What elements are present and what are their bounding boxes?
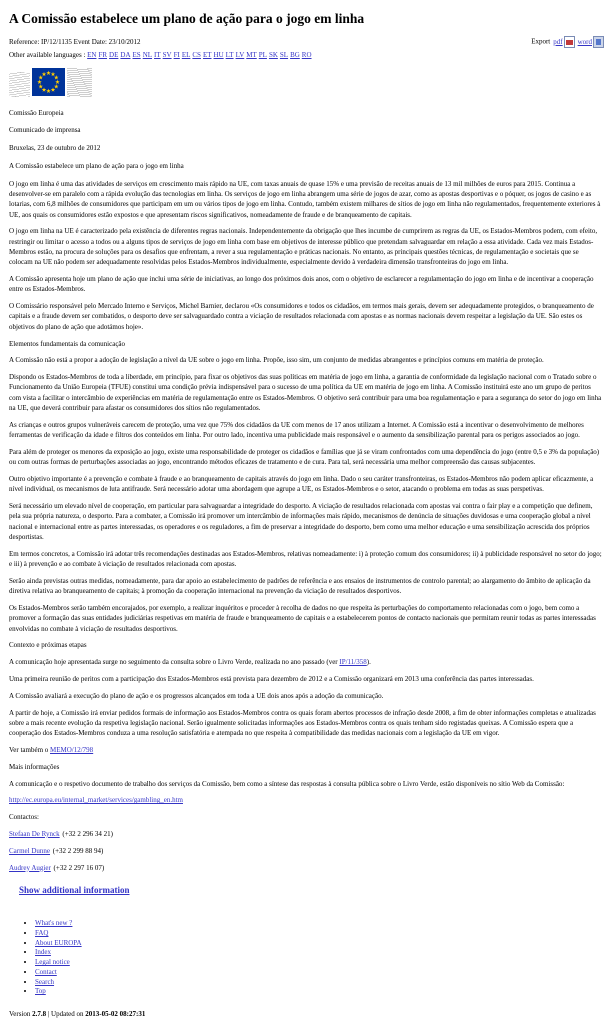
footer-item — [35, 968, 604, 978]
contact-line-3 — [9, 863, 604, 873]
footer-item — [35, 948, 604, 958]
footer-item — [35, 958, 604, 968]
language-link-es[interactable]: ES — [132, 51, 141, 59]
body-paragraph-3: A Comissão apresenta hoje um plano de ação que inclui uma série de iniciativas, ao longo dos próximos dois anos, com o objetivo de esclarecer a regulamentação do jogo em linha e de incentivar a cooperação entre os Estados-Membros. — [9, 275, 594, 294]
contact-link-stefaan-de-rynck[interactable]: Stefaan De Rynck — [9, 829, 60, 838]
version-line — [9, 1010, 604, 1018]
word-file-icon[interactable] — [593, 36, 604, 48]
footer-item — [35, 987, 604, 997]
language-link-lv[interactable]: LV — [235, 51, 245, 59]
footer-item — [35, 978, 604, 988]
website-line — [9, 795, 604, 805]
body-paragraph-7: As crianças e outros grupos vulneráveis carecem de proteção, uma vez que 75% dos cidadãos da UE com menos de 17 anos utilizam a Internet. A Comissão está a incentivar o desenvolvimento de melhores ferramentas de verificação da idade e filtros dos conteúdos em linha. Por outro lado, incentiva uma publicidade mais responsável e o aumento da sensibilização parental para os perigos associados ao jogo. — [9, 420, 584, 440]
language-link-lt[interactable]: LT — [225, 51, 234, 59]
language-link-hu[interactable]: HU — [213, 51, 224, 59]
memo-12-798-link[interactable]: MEMO/12/798 — [50, 745, 94, 754]
body-paragraph-14 — [9, 657, 604, 667]
org-name: Comissão Europeia — [9, 108, 64, 117]
footer-link-contact[interactable]: Contact — [35, 967, 57, 976]
body-paragraph-15: Uma primeira reunião de peritos com a participação dos Estados-Membros está prevista para dezembro de 2012 e a Comissão organizará em 2013 uma conferência das partes interessadas. — [9, 674, 534, 683]
footer-nav — [9, 919, 604, 997]
paragraph-text: A comunicação hoje apresentada surge no seguimento da consulta sobre o Livro Verde, realizada no ano passado (ver — [9, 658, 340, 667]
body-paragraph-16: A Comissão avaliará a execução do plano de ação e os progressos alcançados em toda a UE dois anos após a adoção da comunicação. — [9, 691, 384, 700]
language-link-sl[interactable]: SL — [279, 51, 289, 59]
dateline: Bruxelas, 23 de outubro de 2012 — [9, 144, 101, 153]
language-link-sk[interactable]: SK — [268, 51, 278, 59]
body-paragraph-13: Os Estados-Membros serão também encorajados, por exemplo, a realizar inquéritos e proceder à recolha de dados no que respeita às perturbações do comportamento relacionadas com o jogo, bem como a promover a formação das suas entidades judiciárias respetivas em matéria de fraude e branqueamento de capitais e a estabelecerem pontos de contacto nacionais que permitam reunir todas as partes interessadas envolvidas no combate à viciação de resultados desportivos. — [9, 603, 596, 633]
language-link-ro[interactable]: RO — [301, 51, 312, 59]
contact-link-audrey-augier[interactable]: Audrey Augier — [9, 863, 51, 872]
european-commission-logo — [9, 68, 604, 100]
contacts-heading: Contactos: — [9, 813, 39, 822]
body-paragraph-4: O Comissário responsável pelo Mercado Interno e Serviços, Michel Barnier, declarou «Os consumidores e todos os cidadãos, em termos mais gerais, devem ser adequadamente protegidos, o branqueamento de capitais e a fraude devem ser combatidos, o desporto deve ser salvaguardado contra a viciação de resultados relacionada com apostas e as normas nacionais devem respeitar a legislação da UE. São estes os objetivos do plano de ação que adotámos hoje». — [9, 302, 594, 331]
version-number: 2.7.8 — [32, 1009, 47, 1018]
body-paragraph-9: Outro objetivo importante é a prevenção e combate à fraude e ao branqueamento de capitais através do jogo em linha. Dado o seu caráter transfronteiras, os Estados-Membros não podem aplicar eficazmente, a nível individual, os mecanismos de luta antifraude. Será necessário adotar uma abordagem que agrupe a UE, os Estados-Membros e o setor, atacando o problema em todas as suas perspetivas. — [9, 475, 594, 494]
eu-flag-icon — [32, 68, 65, 96]
updated-label: Updated on — [51, 1009, 84, 1018]
footer-item — [35, 919, 604, 929]
contact-line-1 — [9, 829, 604, 839]
language-link-it[interactable]: IT — [154, 51, 161, 59]
body-paragraph-17: A partir de hoje, a Comissão irá enviar pedidos formais de informação aos Estados-Membros contra os quais foram abertos processos de infração desde 2008, a fim de obter informações completas e atualizadas sobre a mais recente evolução da respetiva legislação nacional. Serão igualmente solicitadas informações aos Estados-Membros contra os quais tenham sido registadas queixas. A Comissão espera que a cooperação dos Estados-Membros conduza a uma resolução satisfatória e atempada no que respeita à compatibilidade das medidas nacionais com a legislação da UE em vigor. — [9, 708, 596, 738]
doc-type: Comunicado de imprensa — [9, 126, 81, 135]
reference-line: Reference: IP/12/1135 Event Date: 23/10/2012 — [9, 38, 141, 46]
logo-lines-left — [9, 72, 30, 97]
language-link-fi[interactable]: FI — [173, 51, 180, 59]
body-paragraph-2: O jogo em linha na UE é caracterizado pela existência de diferentes regras nacionais. Independentemente da obrigação que lhes incumbe de cumprirem as regras da UE, os Estados-Membros podem, com efeito, restringir ou limitar o acesso a todos ou a alguns tipos de serviços de jogo em linha com base em objetivos de interesse público que pretendam salvaguardar em relação a essa atividade. Cada vez mais Estados-Membros estão, na procura de soluções para os desafios que enfrentam, a rever a sua regulamentação e práticas nacionais. No entanto, as principais questões técnicas, de regulamentação e societais que se colocam na UE não podem ser adequadamente resolvidas pelos Estados-Membros individualmente, especialmente devido à verdadeira dimensão transfronteiras do jogo em linha. — [9, 227, 598, 267]
ip-11-358-link[interactable]: IP/11/358 — [339, 658, 367, 667]
section-heading-context: Contexto e próximas etapas — [9, 641, 87, 650]
footer-link-legal-notice[interactable]: Legal notice — [35, 958, 70, 967]
language-link-fr[interactable]: FR — [98, 51, 108, 59]
language-link-cs[interactable]: CS — [192, 51, 201, 59]
version-separator: | — [47, 1009, 50, 1018]
footer-link-faq[interactable]: FAQ — [35, 929, 49, 938]
gambling-website-link[interactable]: http://ec.europa.eu/internal_market/services/gambling_en.htm — [9, 796, 183, 805]
language-link-da[interactable]: DA — [120, 51, 131, 59]
contacts-section — [9, 812, 604, 895]
see-also-text: Ver também o — [9, 745, 51, 754]
language-link-el[interactable]: EL — [181, 51, 191, 59]
footer-link-index[interactable]: Index — [35, 948, 51, 957]
footer-link-search[interactable]: Search — [35, 977, 55, 986]
languages-row — [9, 51, 604, 59]
footer-link-whats-new[interactable]: What's new ? — [35, 919, 73, 928]
body-paragraph-11: Em termos concretos, a Comissão irá adotar três recomendações destinadas aos Estados-Membros, relativas nomeadamente: i) à proteção comum dos consumidores; ii) à publicidade responsável no setor do jogo; e iii) à prevenção e ao combate à viciação de resultados relacionada com apostas. — [9, 549, 602, 569]
reference-row — [9, 36, 604, 48]
page-title: A Comissão estabelece um plano de ação para o jogo em linha — [9, 11, 365, 26]
footer-link-top[interactable]: Top — [35, 987, 46, 996]
paragraph-text: ). — [366, 658, 371, 667]
body-paragraph-1: O jogo em linha é uma das atividades de serviços em crescimento mais rápido na UE, com taxas anuais de quase 15% e uma previsão de receitas anuais de 13 mil milhões de euros para 2015. Continua a desenvolver-se em paralelo com a rápida evolução das tecnologias em linha. Os serviços de jogo em linha abrangem uma série de jogos de azar, como as apostas desportivas e o póquer, os jogos de casino e as lotarias, com 6,8 milhões de consumidores que participam em um ou vários tipos de jogo em linha. Contudo, também existem milhares de sítios de jogo em linha não regulamentados, frequentemente exteriores à UE, aos quais os consumidores estão expostos e que apresentam riscos significativos, nomeadamente de fraude e de branqueamento de capitais. — [9, 179, 601, 219]
body-paragraph-5: A Comissão não está a propor a adoção de legislação a nível da UE sobre o jogo em linha. Propõe, isso sim, um conjunto de medidas abrangentes e princípios comuns em matéria de proteção. — [9, 356, 544, 365]
contact-link-carmel-dunne[interactable]: Carmel Dunne — [9, 846, 51, 855]
export-pdf-link[interactable]: pdf — [553, 37, 563, 46]
body-paragraph-10: Será necessário um elevado nível de cooperação, em particular para salvaguardar a integridade do desporto. A viciação de resultados relacionada com apostas vai contra o fair play e a competição que definem, pela sua própria natureza, o desporto. Para a combater, a Comissão irá promover um intercâmbio de informações mais rápido, mecanismos de denúncia de situações duvidosas e uma cooperação global a nível nacional e internacional entre as partes interessadas, os operadores e os reguladores, a fim de preservar a integridade do desporto, bem como uma melhor educação e uma sensibilização acrescida dos próprios desportistas. — [9, 502, 593, 541]
body-paragraph-6: Dispondo os Estados-Membros de toda a liberdade, em princípio, para fixar os objetivos das suas políticas em matéria de jogo em linha, a garantia de conformidade da legislação nacional com o Tratado sobre o Funcionamento da União Europeia (TFUE) constitui uma condição prévia indispensável para o sucesso de uma política da UE em matéria de jogo em linha. A Comissão instituirá este ano um grupo de peritos com vista a facilitar o intercâmbio de experiências em matéria de regulamentação entre os Estados-Membros. O objetivo será contribuir para uma boa regulamentação e para a segurança do setor do jogo em linha na UE, que deverá contribuir para afastar os consumidores dos sítios não regulamentados. — [9, 373, 602, 413]
footer-link-about-europa[interactable]: About EUROPA — [35, 938, 82, 947]
more-info-text: A comunicação e o respetivo documento de trabalho dos serviços da Comissão, bem como a síntese das respostas à consulta pública sobre o Livro Verde, estão disponíveis no sítio Web da Comissão: — [9, 779, 565, 788]
language-link-nl[interactable]: NL — [142, 51, 153, 59]
export-word-link[interactable]: word — [577, 37, 592, 46]
updated-timestamp: 2013-05-02 08:27:31 — [85, 1009, 146, 1018]
language-link-mt[interactable]: MT — [246, 51, 257, 59]
body-paragraph-8: Para além de proteger os menores da exposição ao jogo, existe uma responsabilidade de proteger os cidadãos e famílias que já se viram confrontados com uma dependência do jogo (entre 0,5 e 3% da população) ou com outras formas de perturbações associadas ao jogo, encontrando métodos eficazes de tratamento e de cura. Para tal, será necessária uma melhor compreensão das causas subjacentes. — [9, 447, 600, 467]
body-paragraph-12: Serão ainda previstas outras medidas, nomeadamente, para dar apoio ao estabelecimento de padrões de referência e aos ensaios de instrumentos de controlo parental; ao alargamento do âmbito de aplicação da diretiva relativa ao branqueamento de capitais; à promoção da cooperação internacional na prevenção da viciação de resultados desportivos. — [9, 576, 591, 596]
contact-phone: (+32 2 296 34 21) — [60, 829, 114, 838]
logo-lines-right — [67, 68, 92, 97]
languages-label: Other available languages : — [9, 51, 86, 59]
contact-line-2 — [9, 846, 604, 856]
show-additional-information-link[interactable]: Show additional information — [19, 885, 130, 896]
language-link-et[interactable]: ET — [202, 51, 212, 59]
footer-item — [35, 929, 604, 939]
see-also-line — [9, 745, 604, 755]
press-body — [9, 179, 604, 806]
section-heading-elements: Elementos fundamentais da comunicação — [9, 339, 126, 348]
language-link-sv[interactable]: SV — [162, 51, 172, 59]
version-label: Version — [9, 1009, 31, 1018]
language-link-en[interactable]: EN — [87, 51, 97, 59]
language-link-de[interactable]: DE — [109, 51, 119, 59]
more-info-heading: Mais informações — [9, 762, 60, 771]
footer-item — [35, 939, 604, 949]
export-area — [531, 36, 604, 48]
language-link-pl[interactable]: PL — [258, 51, 267, 59]
language-link-bg[interactable]: BG — [290, 51, 300, 59]
headline: A Comissão estabelece um plano de ação para o jogo em linha — [9, 161, 184, 170]
press-meta — [9, 108, 604, 172]
contact-phone: (+32 2 299 88 94) — [51, 846, 104, 855]
contact-phone: (+32 2 297 16 07) — [51, 863, 105, 872]
pdf-file-icon[interactable] — [564, 36, 575, 48]
export-label: Export — [531, 37, 551, 46]
